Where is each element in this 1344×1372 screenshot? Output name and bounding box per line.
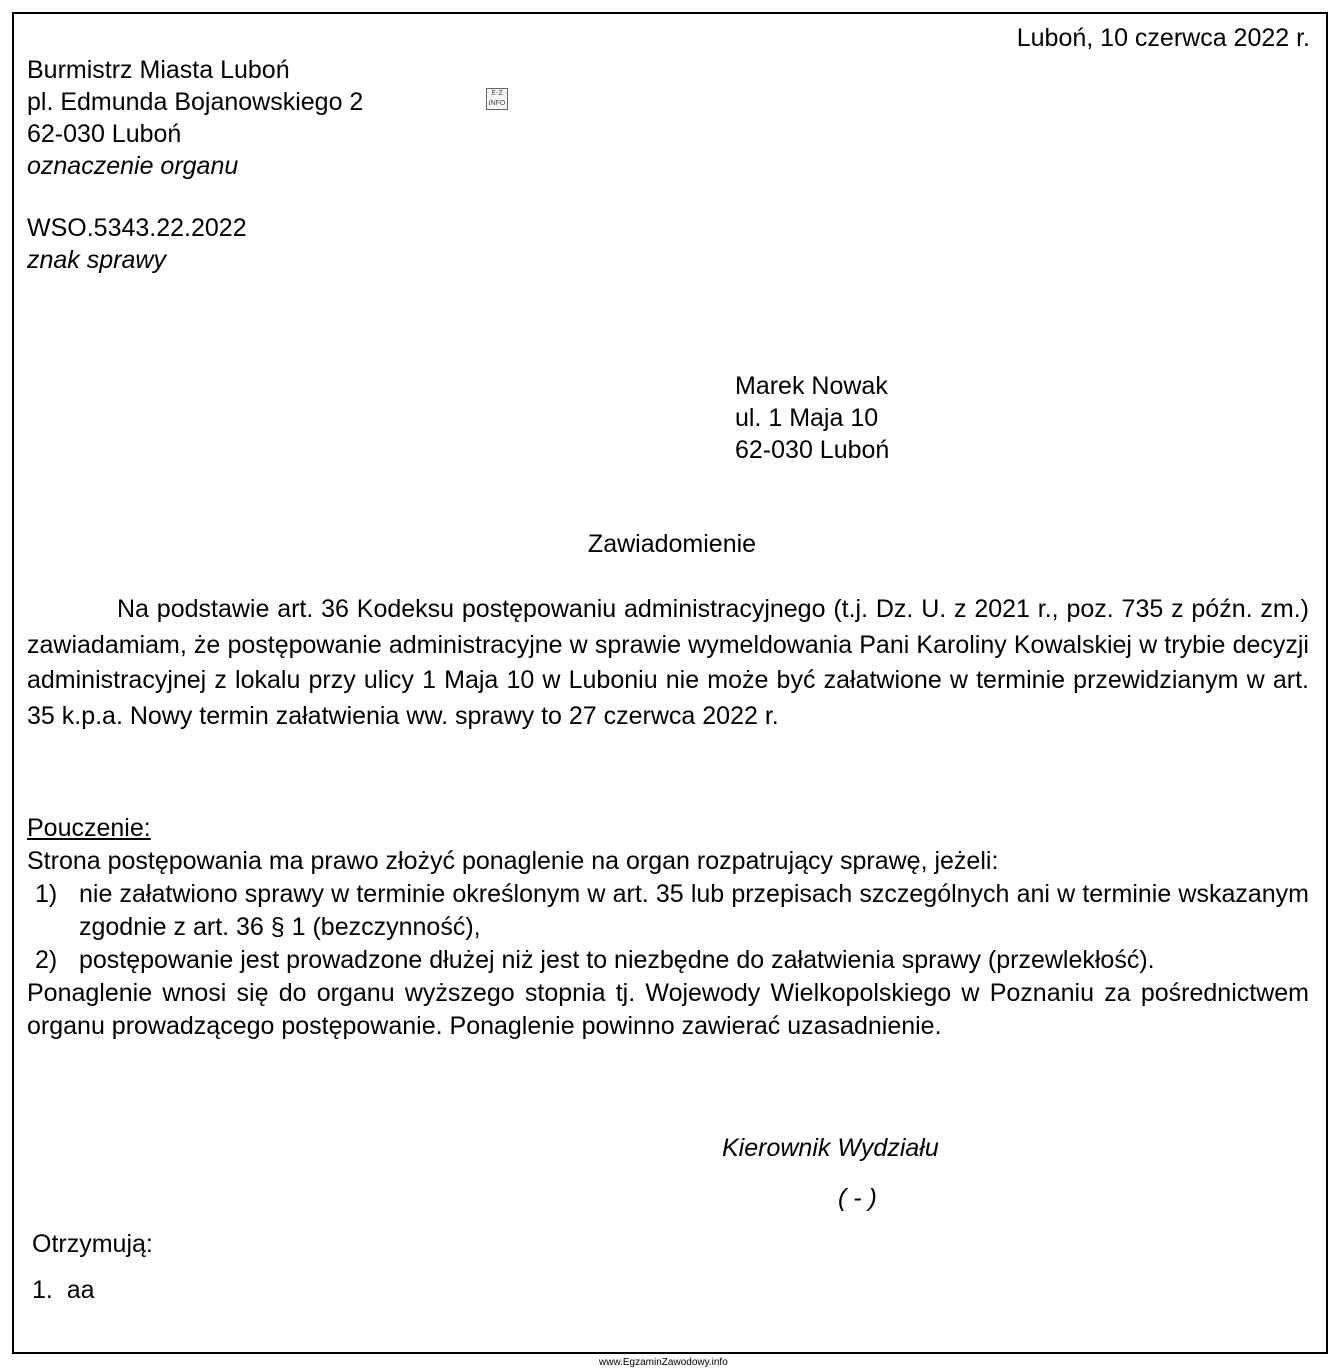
receivers-item-text: aa xyxy=(66,1276,95,1304)
case-number: WSO.5343.22.2022 xyxy=(27,214,247,242)
notice-item-text: nie załatwiono sprawy w terminie określonym w art. 35 lub przepisach szczególnych ani w terminie wskazanym zgodnie z art. 36 § 1 (bezczynność), xyxy=(79,880,1309,941)
sender-line: pl. Edmunda Bojanowskiego 2 xyxy=(27,88,364,116)
notice-heading: Pouczenie: xyxy=(27,814,151,842)
recipient-line: ul. 1 Maja 10 xyxy=(735,404,879,432)
notice-item-text: postępowanie jest prowadzone dłużej niż jest to niezbędne do załatwienia sprawy (przewlekłość). xyxy=(79,946,1155,974)
sender-block xyxy=(27,54,363,182)
notice-item xyxy=(27,878,1309,944)
recipient-line: Marek Nowak xyxy=(735,372,888,400)
recipient-block xyxy=(735,370,889,466)
receivers-heading: Otrzymują: xyxy=(32,1230,153,1258)
notice-item xyxy=(27,944,1309,977)
footer-watermark: www.EgzaminZawodowy.info xyxy=(599,1357,728,1368)
notice-intro: Strona postępowania ma prawo złożyć ponaglenie na organ rozpatrujący sprawę, jeżeli: xyxy=(27,847,999,875)
qr-code-icon xyxy=(486,88,508,110)
notice-item-number: 1) xyxy=(35,880,58,908)
notice-closing: Ponaglenie wnosi się do organu wyższego stopnia tj. Wojewody Wielkopolskiego w Poznaniu za pośrednictwem organu prowadzącego postępowanie. Ponaglenie powinno zawierać uzasadnienie. xyxy=(27,979,1309,1040)
receivers-item-number: 1. xyxy=(32,1276,53,1304)
notice-item-number: 2) xyxy=(35,946,58,974)
sender-caption: oznaczenie organu xyxy=(27,152,239,180)
sender-line: 62-030 Luboń xyxy=(27,120,182,148)
signature: ( - ) xyxy=(838,1184,877,1212)
recipient-line: 62-030 Luboń xyxy=(735,436,890,464)
document-body xyxy=(27,592,1309,734)
case-caption: znak sprawy xyxy=(27,246,166,274)
document-date: Luboń, 10 czerwca 2022 r. xyxy=(1016,24,1310,52)
case-block xyxy=(27,212,247,276)
notice-section xyxy=(27,812,1309,1043)
receivers-item xyxy=(32,1274,95,1306)
qr-code-label: E-Z INFO xyxy=(488,90,506,107)
signer-title: Kierownik Wydziału xyxy=(722,1134,939,1162)
sender-line: Burmistrz Miasta Luboń xyxy=(27,56,290,84)
body-paragraph: Na podstawie art. 36 Kodeksu postępowaniu administracyjnego (t.j. Dz. U. z 2021 r., poz. 735 z późn. zm.) zawiadamiam, że postępowanie administracyjne w sprawie wymeldowania Pani Karoliny Kowalskiej w trybie decyzji administracyjnej z lokalu przy ulicy 1 Maja 10 w Luboniu nie może być załatwione w terminie przewidzianym w art. 35 k.p.a. Nowy termin załatwienia ww. sprawy to 27 czerwca 2022 r. xyxy=(27,595,1309,730)
document-title: Zawiadomienie xyxy=(587,530,757,558)
